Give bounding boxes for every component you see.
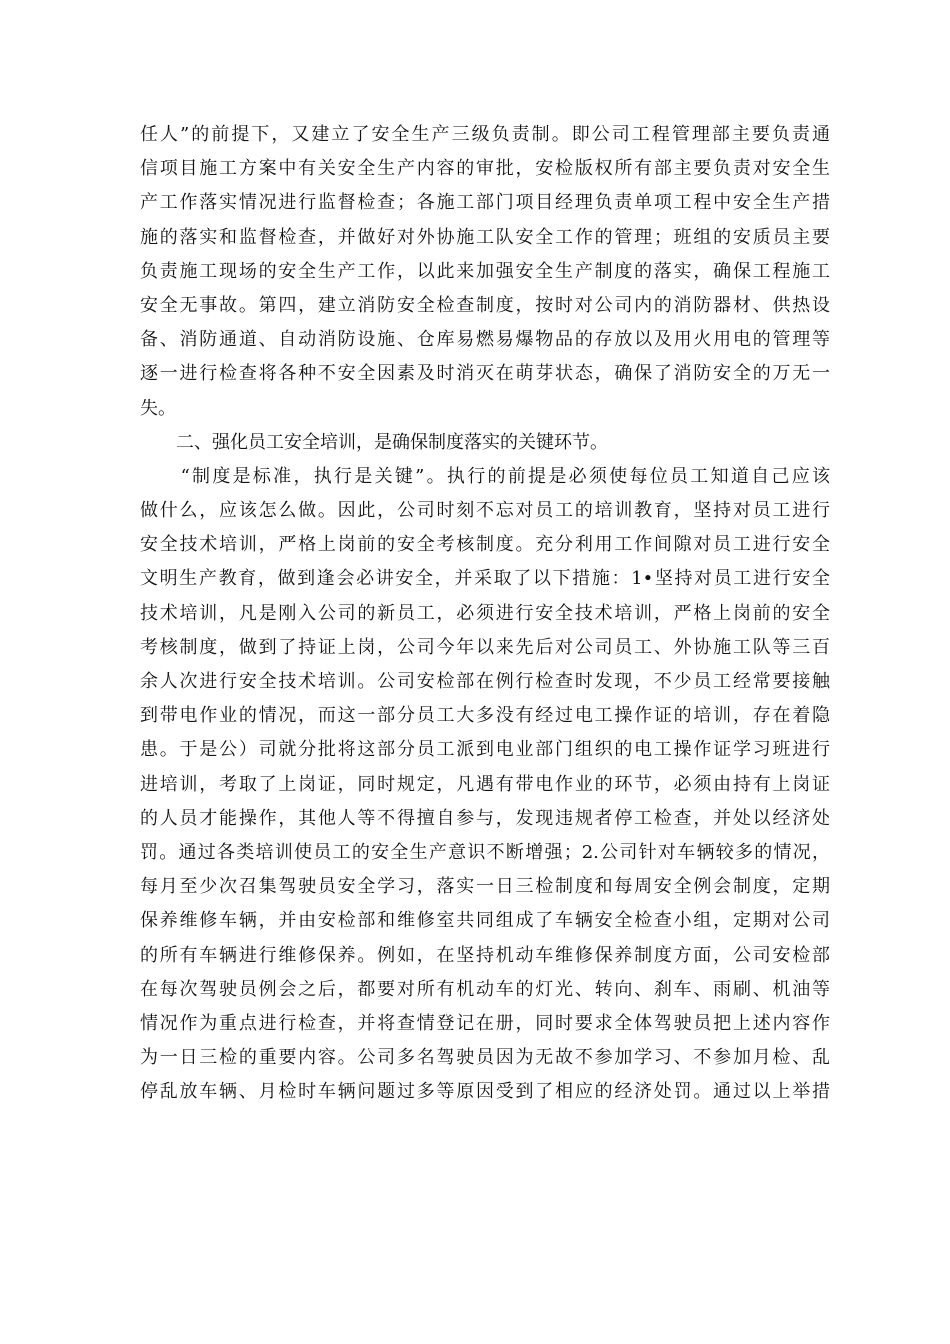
text-line: 逐一进行检查将各种不安全因素及时消灭在萌芽状态，确保了消防安全的万无一 <box>140 363 830 385</box>
text-line: 负责施工现场的安全生产工作，以此来加强安全生产制度的落实，确保工程施工 <box>140 260 830 282</box>
text-line: 患。于是公）司就分批将这部分员工派到电业部门组织的电工操作证学习班进行 <box>140 739 830 761</box>
text-line: 安全技术培训，严格上岗前的安全考核制度。充分利用工作间隙对员工进行安全 <box>140 534 830 556</box>
text-line: 备、消防通道、自动消防设施、仓库易燃易爆物品的存放以及用火用电的管理等 <box>140 329 830 351</box>
text-line: 施的落实和监督检查，并做好对外协施工队安全工作的管理；班组的安质员主要 <box>140 226 830 248</box>
text-line: 安全无事故。第四，建立消防安全检查制度，按时对公司内的消防器材、供热设 <box>140 294 830 316</box>
text-line: “制度是标准，执行是关键”。执行的前提是必须使每位员工知道自己应该 <box>140 465 830 487</box>
text-line: 罚。通过各类培训使员工的安全生产意识不断增强；2.公司针对车辆较多的情况， <box>140 841 830 863</box>
text-line: 情况作为重点进行检查，并将查情登记在册，同时要求全体驾驶员把上述内容作 <box>140 1012 830 1034</box>
text-line: 技术培训，凡是刚入公司的新员工，必须进行安全技术培训，严格上岗前的安全 <box>140 602 830 624</box>
section-heading: 二、强化员工安全培训，是确保制度落实的关键环节。 <box>140 431 608 453</box>
text-line: 余人次进行安全技术培训。公司安检部在例行检查时发现，不少员工经常要接触 <box>140 671 830 692</box>
text-line: 的人员才能操作，其他人等不得擅自参与，发现违规者停工检查，并处以经济处 <box>140 807 830 829</box>
text-line: 进培训，考取了上岗证，同时规定，凡遇有带电作业的环节，必须由持有上岗证 <box>140 773 830 795</box>
body-text <box>140 118 830 1109</box>
text-line: 每月至少次召集驾驶员安全学习，落实一日三检制度和每周安全例会制度，定期 <box>140 876 830 898</box>
text-line: 的所有车辆进行维修保养。例如，在坚持机动车维修保养制度方面，公司安检部 <box>140 944 830 966</box>
text-line: 到带电作业的情况，而这一部分员工大多没有经过电工操作证的培训，存在着隐 <box>140 705 830 727</box>
text-line: 考核制度，做到了持证上岗，公司今年以来先后对公司员工、外协施工队等三百 <box>140 636 830 658</box>
text-line: 文明生产教育，做到逢会必讲安全，并采取了以下措施：1•坚持对员工进行安全 <box>140 568 830 590</box>
text-line: 停乱放车辆、月检时车辆问题过多等原因受到了相应的经济处罚。通过以上举措 <box>140 1081 830 1103</box>
text-line: 为一日三检的重要内容。公司多名驾驶员因为无故不参加学习、不参加月检、乱 <box>140 1047 830 1069</box>
text-line: 保养维修车辆，并由安检部和维修室共同组成了车辆安全检查小组，定期对公司 <box>140 910 830 932</box>
text-line: 做什么，应该怎么做。因此，公司时刻不忘对员工的培训教育，坚持对员工进行 <box>140 500 830 522</box>
text-line: 任人”的前提下，又建立了安全生产三级负责制。即公司工程管理部主要负责通 <box>140 124 830 145</box>
text-line: 信项目施工方案中有关安全生产内容的审批，安检版权所有部主要负责对安全生 <box>140 158 830 180</box>
text-line: 在每次驾驶员例会之后，都要对所有机动车的灯光、转向、刹车、雨刷、机油等 <box>140 978 830 1000</box>
text-line: 失。 <box>140 397 176 419</box>
text-line: 产工作落实情况进行监督检查；各施工部门项目经理负责单项工程中安全生产措 <box>140 192 830 214</box>
